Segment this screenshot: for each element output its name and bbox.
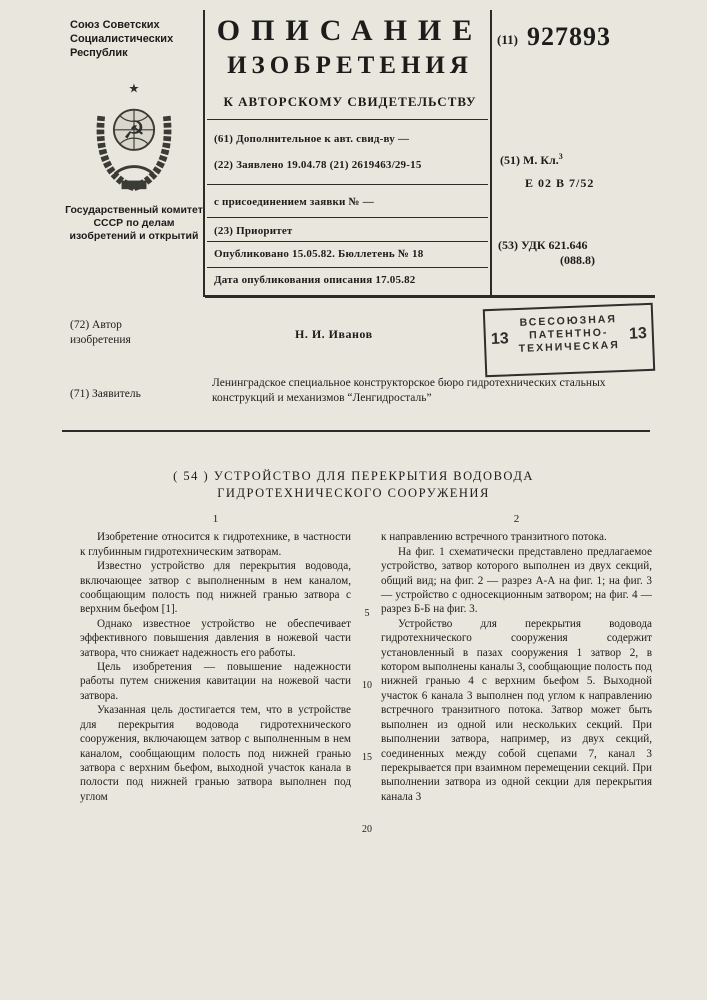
paragraph: Устройство для перекрытия водовода гидротехнического сооружения содержит установленный в пазах сооружения 1 затвор 2, в котором выполнены каналы 3, сообщающие полость под нижней гранью 4 с верхним бьефом 5. Выходной участок 6 канала 3 выполнен под углом к направлению встречного транзитного потока. Затвор может быть выполнен из одной или нескольких секций. При выполнении затвора, например, из двух секций, соединенных между собой сцепами 7, канал 3 перекрывается при взаимном перемещении секций. При выполнении затвора из одной секции для перекрытия канала 3	[381, 617, 652, 803]
invention-title	[0, 468, 707, 502]
ussr-emblem-icon	[86, 80, 182, 198]
column-2	[381, 512, 652, 804]
committee-name: Государственный комитет СССР по делам изобретений и открытий	[65, 204, 203, 242]
field-filed: (22) Заявлено 19.04.78 (21) 2619463/29-15	[214, 159, 422, 171]
vertical-divider-left	[203, 10, 205, 297]
line-number-10: 10	[362, 680, 372, 691]
stamp-number-left: 13	[490, 330, 510, 348]
divider	[207, 267, 488, 268]
line-number-15: 15	[362, 752, 372, 763]
field-published: Опубликовано 15.05.82. Бюллетень № 18	[214, 248, 424, 260]
author-name: Н. И. Иванов	[295, 327, 373, 341]
union-name: Союз Советских Социалистических Республик	[70, 19, 174, 59]
svg-text:☭: ☭	[122, 115, 146, 145]
stamp-line-3: ТЕХНИЧЕСКАЯ	[518, 339, 620, 355]
line-number-5: 5	[364, 608, 370, 619]
udk-label	[498, 238, 588, 253]
header-bottom-rule	[205, 295, 655, 298]
applicant-label: (71) Заявитель	[70, 388, 141, 400]
field-description-date: Дата опубликования описания 17.05.82	[214, 274, 416, 286]
field-priority: (23) Приоритет	[214, 225, 293, 237]
int-class-sup: 3	[558, 152, 563, 161]
doc-number-code: (11)	[497, 32, 518, 47]
paragraph: Указанная цель достигается тем, что в устройстве для перекрытия водовода гидротехнического сооружения, включающем затвор с выполненным в нем каналом, сообщающим полость под нижней гранью затвора с верхним бьефом, выходной участок канала в полости под нижней гранью затвора выполнен под углом	[80, 704, 351, 803]
field-attached: с присоединением заявки № —	[214, 196, 374, 208]
udk-value-2: (088.8)	[560, 253, 595, 267]
stamp-line-1: ВСЕСОЮЗНАЯ	[519, 313, 618, 329]
vertical-divider-right	[490, 10, 492, 297]
stamp-number-right: 13	[628, 325, 648, 343]
paragraph: к направлению встречного транзитного потока.	[381, 531, 607, 544]
int-class-value: Е 02 В 7/52	[525, 176, 595, 190]
invention-title-line-1	[0, 468, 707, 485]
stamp-line-2: ПАТЕНТНО-	[528, 326, 609, 342]
udk-value: 621.646	[548, 238, 588, 252]
paragraph: На фиг. 1 схематически представлено предлагаемое устройство, затвор которого выполнен из двух секций, общий вид; на фиг. 2 — разрез А-А на фиг. 1; на фиг. 3 — устройство с односекционным затвором; на фиг. 4 — разрез Б-Б на фиг. 3.	[381, 545, 652, 616]
column-2-number: 2	[513, 513, 520, 525]
invention-title-text-2: ГИДРОТЕХНИЧЕСКОГО СООРУЖЕНИЯ	[217, 486, 490, 500]
divider	[207, 217, 488, 218]
int-class-label-text: (51) М. Кл.	[500, 153, 559, 167]
invention-title-text-1: УСТРОЙСТВО ДЛЯ ПЕРЕКРЫТИЯ ВОДОВОДА	[213, 469, 534, 483]
paragraph: Изобретение относится к гидротехнике, в частности к глубинным гидротехническим затворам.	[80, 531, 351, 558]
doc-type-title: ОПИСАНИЕ	[216, 14, 484, 47]
applicant-name: Ленинградское специальное конструкторское бюро гидротехнических стальных конструкций и механизмов “Ленгидросталь”	[212, 377, 606, 404]
udk-label-text: (53) УДК	[498, 238, 546, 252]
divider	[207, 241, 488, 242]
paragraph: Цель изобретения — повышение надежности работы путем снижения кавитации на ножевой части затвора.	[80, 661, 351, 702]
invention-title-code: ( 54 )	[173, 469, 210, 483]
author-label: (72) Автор изобретения	[70, 319, 131, 346]
doc-type-title-2: ИЗОБРЕТЕНИЯ	[227, 52, 473, 79]
divider	[207, 119, 488, 120]
column-1	[80, 512, 351, 804]
line-number-20: 20	[362, 824, 372, 835]
description-body	[80, 512, 652, 835]
int-class-label	[500, 152, 563, 168]
library-stamp	[483, 303, 655, 377]
svg-text:★: ★	[128, 80, 140, 96]
field-supplement: (61) Дополнительное к авт. свид-ву —	[214, 133, 410, 145]
divider	[207, 184, 488, 185]
column-1-number: 1	[212, 513, 219, 525]
paragraph: Однако известное устройство не обеспечивает эффективного повышения давления в ножевой части затвора, что снижает надежность его работы.	[80, 617, 351, 659]
paragraph: Известно устройство для перекрытия водовода, включающее затвор с выполненным в нем каналом, сообщающим полость под нижней гранью затвора с верхним бьефом [1].	[80, 560, 351, 616]
doc-subtitle: К АВТОРСКОМУ СВИДЕТЕЛЬСТВУ	[223, 94, 477, 109]
section-divider	[62, 430, 650, 432]
doc-number: 927893	[527, 22, 611, 51]
